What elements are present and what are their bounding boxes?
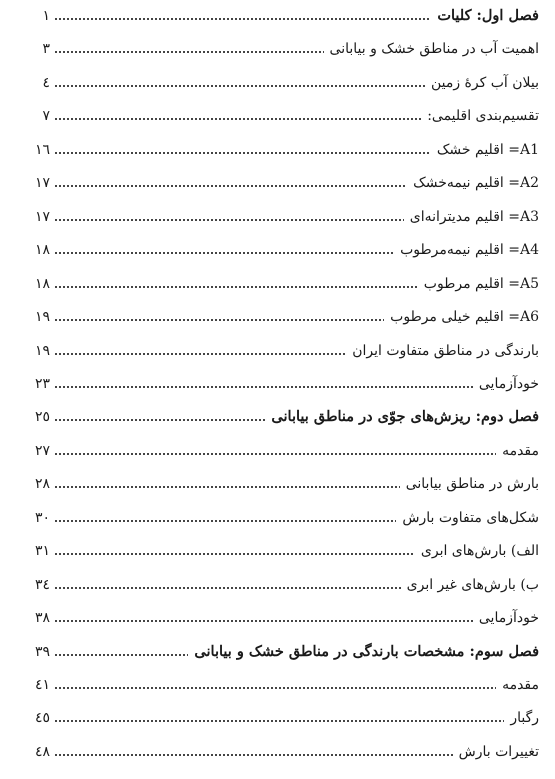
toc-page-number: ١٧ xyxy=(34,208,50,225)
toc-entry xyxy=(0,339,555,363)
toc-entry xyxy=(0,673,555,697)
toc-entry xyxy=(0,439,555,463)
toc-entry-title: اهمیت آب در مناطق خشک و بیابانی xyxy=(324,37,539,61)
toc-entry xyxy=(0,205,555,229)
toc-entry-title: فصل اول: کلیات xyxy=(431,4,539,28)
toc-entry xyxy=(0,573,555,597)
toc-entry xyxy=(0,740,555,764)
toc-entry-title: A6= اقلیم خیلی مرطوب xyxy=(384,305,539,329)
toc-page-number: ٣٩ xyxy=(34,643,50,660)
toc-page-number: ٢٥ xyxy=(34,409,50,426)
toc-page-number: ١٩ xyxy=(34,309,50,326)
toc-page-number: ١٨ xyxy=(34,242,50,259)
toc-entry-title: فصل دوم: ریزش‌های جوّی در مناطق بیابانی xyxy=(265,405,539,429)
toc-page-number: ٣١ xyxy=(34,543,50,560)
toc-entry xyxy=(0,506,555,530)
toc-page-number: ٣٠ xyxy=(34,509,50,526)
toc-page-number: ٣ xyxy=(42,41,50,58)
toc-entry-title: شکل‌های متفاوت بارش xyxy=(396,506,539,530)
toc-entry-title: مقدمه xyxy=(496,439,539,463)
toc-page-number: ٣٨ xyxy=(34,610,50,627)
toc-page-number: ٤٥ xyxy=(34,710,50,727)
toc-page-number: ١٧ xyxy=(34,175,50,192)
toc-page-number: ٣٤ xyxy=(34,576,50,593)
toc-page-number: ١٨ xyxy=(34,275,50,292)
toc-entry-title: تغییرات بارش xyxy=(453,740,539,764)
toc-entry xyxy=(0,606,555,630)
toc-entry xyxy=(0,37,555,61)
toc-page-number: ١٦ xyxy=(34,141,50,158)
toc-entry-title: A3= اقلیم مدیترانه‌ای xyxy=(404,205,539,229)
toc-entry xyxy=(0,706,555,730)
dot-leader xyxy=(55,720,533,722)
toc-entry xyxy=(0,372,555,396)
toc-entry xyxy=(0,171,555,195)
toc-entry-title: بیلان آب کرهٔ زمین xyxy=(425,71,539,95)
toc-chapter-heading xyxy=(0,405,555,429)
toc-entry-title: الف) بارش‌های ابری xyxy=(415,539,539,563)
toc-entry-title: مقدمه xyxy=(496,673,539,697)
toc-entry-title: خودآزمایی xyxy=(473,606,539,630)
toc-entry xyxy=(0,238,555,262)
toc-entry-title: بارندگی در مناطق متفاوت ایران xyxy=(346,339,539,363)
toc-entry-title: فصل سوم: مشخصات بارندگی در مناطق خشک و بیابانی xyxy=(188,640,539,664)
dot-leader xyxy=(55,687,533,689)
toc-page-number: ٤٨ xyxy=(34,743,50,760)
toc-entry-title: خودآزمایی xyxy=(473,372,539,396)
toc-entry xyxy=(0,71,555,95)
toc-entry-title: رگبار xyxy=(504,706,539,730)
toc-entry-title: تقسیم‌بندی اقلیمی: xyxy=(421,104,539,128)
toc-entry xyxy=(0,305,555,329)
toc-entry-title: A4= اقلیم نیمه‌مرطوب xyxy=(394,238,539,262)
toc-entry-title: A5= اقلیم مرطوب xyxy=(418,272,539,296)
toc-page-number: ٤١ xyxy=(34,677,50,693)
dot-leader xyxy=(55,620,533,622)
dot-leader xyxy=(55,386,533,388)
toc-entry xyxy=(0,472,555,496)
toc-page-number: ٢٨ xyxy=(34,476,50,493)
toc-chapter-heading xyxy=(0,640,555,664)
toc-entry xyxy=(0,104,555,128)
toc-entry-title: بارش در مناطق بیابانی xyxy=(400,472,539,496)
toc-page-number: ٤ xyxy=(42,74,50,91)
toc-page-number: ٧ xyxy=(42,108,50,125)
toc-entry-title: ب) بارش‌های غیر ابری xyxy=(401,573,539,597)
toc-entry xyxy=(0,539,555,563)
toc-entry-title: A1= اقلیم خشک xyxy=(431,138,539,162)
toc-page-number: ٢٧ xyxy=(34,442,50,459)
toc-page-number: ٢٣ xyxy=(34,375,50,392)
toc-entry xyxy=(0,272,555,296)
toc-page-number: ١٩ xyxy=(34,342,50,359)
toc-page-number: ١ xyxy=(42,8,50,24)
dot-leader xyxy=(55,453,533,455)
toc-entry-title: A2= اقلیم نیمه‌خشک xyxy=(407,171,539,195)
toc-entry xyxy=(0,138,555,162)
toc-chapter-heading xyxy=(0,4,555,28)
